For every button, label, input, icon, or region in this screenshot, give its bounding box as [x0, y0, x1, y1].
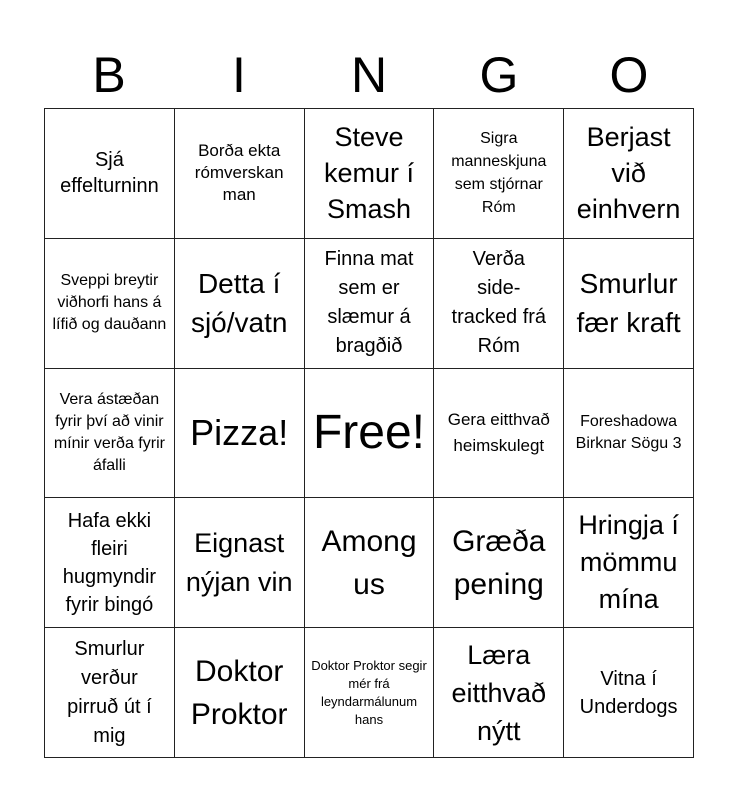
cell-text: Vitna í Underdogs	[579, 667, 678, 718]
bingo-cell[interactable]	[434, 498, 564, 628]
cell-text: Among us	[321, 524, 417, 601]
bingo-cell[interactable]	[434, 239, 564, 369]
bingo-cell[interactable]	[564, 628, 694, 758]
bingo-cell[interactable]	[45, 239, 175, 369]
bingo-header	[44, 44, 694, 106]
header-letter-g: G	[479, 47, 519, 103]
bingo-cell[interactable]	[175, 239, 305, 369]
cell-text: Pizza!	[190, 411, 289, 453]
bingo-cell[interactable]	[305, 628, 435, 758]
cell-text: Berjast við einhvern	[576, 122, 681, 225]
bingo-cell[interactable]	[175, 628, 305, 758]
cell-text: Sjá effelturninn	[60, 149, 159, 198]
cell-text: Gera eitthvað heimskulegt	[447, 409, 550, 455]
cell-text: Vera ástæðan fyrir því að vinir mínir verða fyrir áfalli	[53, 390, 165, 474]
cell-text: Detta í sjó/vatn	[190, 268, 288, 339]
bingo-cell[interactable]	[564, 239, 694, 369]
bingo-cell[interactable]	[305, 498, 435, 628]
cell-text: Hringja í mömmu mína	[578, 510, 679, 615]
cell-text: Smurlur fær kraft	[576, 268, 681, 339]
header-letter-n: N	[350, 47, 388, 103]
cell-text: Eignast nýjan vin	[185, 527, 293, 597]
cell-text: Free!	[312, 405, 425, 459]
bingo-cell[interactable]	[434, 628, 564, 758]
cell-text: Steve kemur í Smash	[323, 122, 414, 225]
bingo-cell[interactable]	[434, 109, 564, 239]
bingo-cell[interactable]	[564, 369, 694, 499]
cell-text: Smurlur verður pirruð út í mig	[67, 637, 152, 747]
bingo-cell[interactable]	[175, 498, 305, 628]
bingo-cell[interactable]	[175, 109, 305, 239]
cell-text: Græða pening	[452, 524, 546, 601]
cell-text: Læra eitthvað nýtt	[451, 639, 547, 746]
bingo-cell[interactable]	[305, 239, 435, 369]
cell-text: Finna mat sem er slæmur á bragðið	[324, 248, 414, 358]
bingo-cell[interactable]	[564, 109, 694, 239]
cell-text: Doktor Proktor segir mér frá leyndarmálunum hans	[311, 657, 427, 727]
bingo-cell[interactable]	[175, 369, 305, 499]
bingo-cell[interactable]	[45, 109, 175, 239]
cell-text: Borða ekta rómverskan man	[194, 141, 284, 205]
cell-text: Foreshadowa Birknar Sögu 3	[575, 412, 682, 452]
cell-text: Doktor Proktor	[190, 654, 288, 731]
header-letter-i: I	[232, 47, 246, 103]
bingo-cell[interactable]	[564, 498, 694, 628]
bingo-cell[interactable]	[305, 369, 435, 499]
bingo-cell[interactable]	[305, 109, 435, 239]
bingo-cell[interactable]	[45, 498, 175, 628]
header-letter-b: B	[92, 47, 126, 103]
cell-text: Sveppi breytir viðhorfi hans á lífið og dauðann	[52, 272, 167, 334]
bingo-cell[interactable]	[45, 628, 175, 758]
bingo-cell[interactable]	[434, 369, 564, 499]
cell-text: Sigra manneskjuna sem stjórnar Róm	[451, 130, 547, 217]
bingo-cell[interactable]	[45, 369, 175, 499]
header-letter-o: O	[609, 47, 649, 103]
cell-text: Verða side-tracked frá Róm	[451, 248, 547, 358]
bingo-grid	[44, 108, 694, 758]
cell-text: Hafa ekki fleiri hugmyndir fyrir bingó	[62, 509, 157, 616]
